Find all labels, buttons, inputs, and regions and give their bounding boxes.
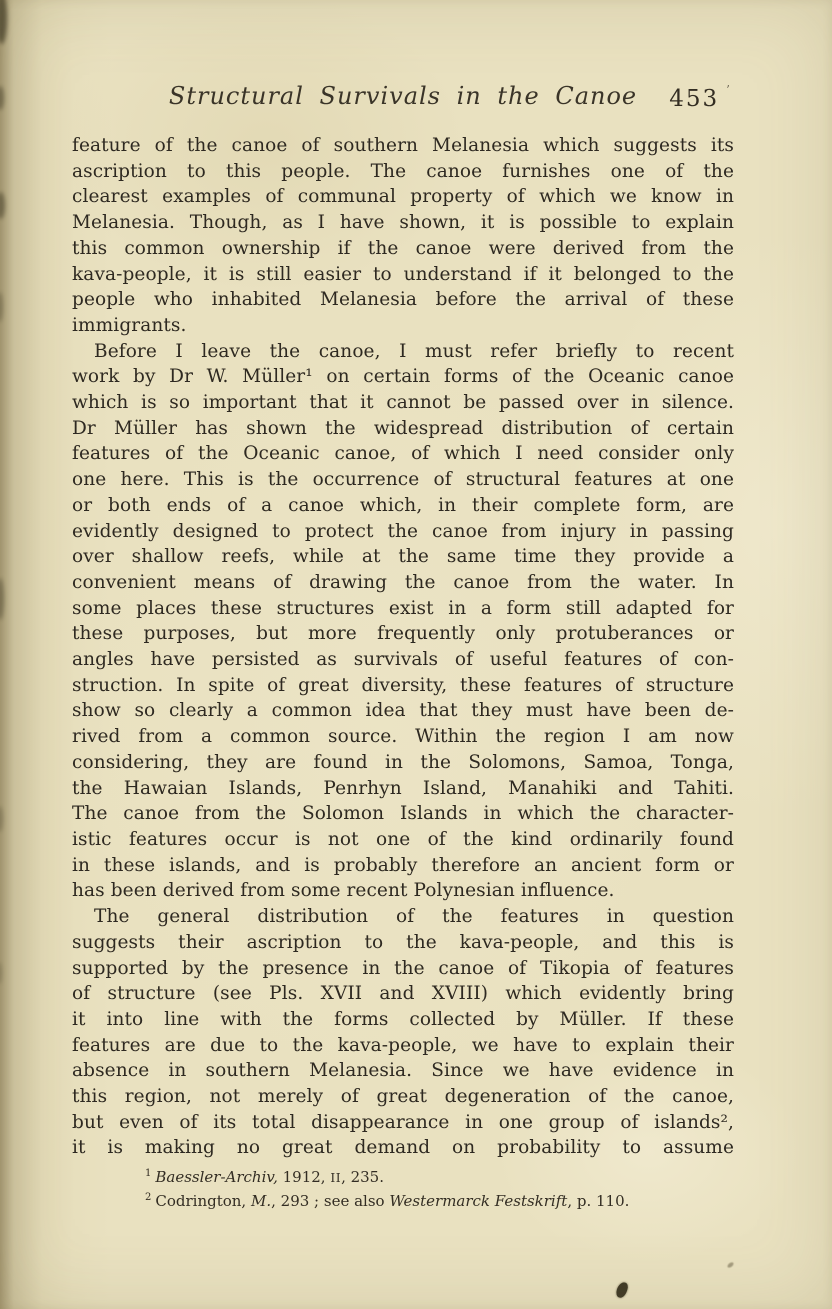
text-line: Dr Müller has shown the widespread distribution of certain <box>72 417 734 439</box>
footnote-segment: 1 <box>145 1168 152 1180</box>
text-line: it into line with the forms collected by Müller. If these <box>72 1008 734 1030</box>
footnote-segment: II <box>330 1171 342 1186</box>
text-line: this region, not merely of great degeneration of the canoe, <box>72 1086 734 1108</box>
text-line: evidently designed to protect the canoe from injury in passing <box>72 520 734 542</box>
page-number <box>669 83 732 112</box>
text-line: supported by the presence in the canoe of Tikopia of features <box>72 957 734 979</box>
text-line: The canoe from the Solomon Islands in which the character- <box>72 803 734 825</box>
text-line: absence in southern Melanesia. Since we have evidence in <box>72 1060 734 1082</box>
footnote <box>145 1166 734 1190</box>
scan-edge-smudge <box>0 806 3 832</box>
text-line: feature of the canoe of southern Melanesia which suggests its <box>72 135 734 156</box>
text-line: rived from a common source. Within the region I am now <box>72 726 734 748</box>
text-line: struction. In spite of great diversity, these features of structure <box>72 674 734 696</box>
text-line: features of the Oceanic canoe, of which I need consider only <box>72 443 734 465</box>
footnote <box>145 1190 734 1213</box>
text-line: it is making no great demand on probability to assume <box>72 1137 734 1159</box>
paragraph <box>72 133 734 339</box>
running-title: Structural Survivals in the Canoe <box>168 82 638 110</box>
text-line: work by Dr W. Müller¹ on certain forms of the Oceanic canoe <box>72 366 734 388</box>
text-line: suggests their ascription to the kava-people, and this is <box>72 931 734 953</box>
scan-edge-smudge <box>0 292 3 322</box>
ink-speck <box>727 1261 735 1268</box>
text-line: clearest examples of communal property of which we know in <box>72 186 734 208</box>
footnote-segment: , 235. <box>341 1168 384 1187</box>
footnote-segment: 1912, <box>277 1168 331 1187</box>
text-line: Before I leave the canoe, I must refer briefly to recent <box>94 340 734 362</box>
page-header <box>72 82 734 122</box>
text-line: one here. This is the occurrence of structural features at one <box>72 469 734 491</box>
text-line: over shallow reefs, while at the same time they provide a <box>72 546 734 568</box>
text-line: immigrants. <box>72 314 187 336</box>
text-line: these purposes, but more frequently only protuberances or <box>72 623 734 645</box>
page-number-value: 453 <box>669 86 720 112</box>
text-line: kava-people, it is still easier to understand if it belonged to the <box>72 263 734 285</box>
scan-edge-smudge <box>0 0 7 44</box>
text-line: this common ownership if the canoe were derived from the <box>72 237 734 259</box>
text-line: convenient means of drawing the canoe from the water. In <box>72 571 734 593</box>
text-line: in these islands, and is probably therefore an ancient form or <box>72 854 734 876</box>
footnote-segment: Baessler-Archiv, <box>155 1168 278 1187</box>
footnote-segment: 2 <box>145 1191 152 1203</box>
paragraph <box>72 339 734 904</box>
footnote-segment: Westermarck Festskrift <box>389 1191 568 1210</box>
ink-blot <box>615 1281 629 1299</box>
footnote-segment: M. <box>250 1191 272 1210</box>
text-line: some places these structures exist in a form still adapted for <box>72 597 734 619</box>
text-line: ascription to this people. The canoe furnishes one of the <box>72 160 734 182</box>
text-line: or both ends of a canoe which, in their complete form, are <box>72 494 734 516</box>
text-line: show so clearly a common idea that they must have been de- <box>72 700 734 722</box>
scan-edge-smudge <box>0 86 4 110</box>
stray-ink-mark: ’ <box>726 83 732 97</box>
text-line: angles have persisted as survivals of useful features of con- <box>72 649 734 671</box>
text-line: people who inhabited Melanesia before the arrival of these <box>72 289 734 311</box>
text-line: the Hawaian Islands, Penrhyn Island, Manahiki and Tahiti. <box>72 777 734 799</box>
text-line: but even of its total disappearance in one group of islands², <box>72 1111 734 1133</box>
scan-edge-smudge <box>0 578 4 620</box>
footnote-segment: , p. 110. <box>567 1191 630 1210</box>
text-line: istic features occur is not one of the kind ordinarily found <box>72 828 734 850</box>
footnotes <box>145 1166 734 1212</box>
paragraph <box>72 904 734 1161</box>
body-text <box>72 133 734 1161</box>
text-line: considering, they are found in the Solomons, Samoa, Tonga, <box>72 751 734 773</box>
text-line: features are due to the kava-people, we have to explain their <box>72 1034 734 1056</box>
footnote-segment: , 293 ; see also <box>271 1191 390 1210</box>
text-line: Melanesia. Though, as I have shown, it is possible to explain <box>72 212 734 234</box>
footnote-segment: Codrington, <box>155 1191 251 1210</box>
scan-edge-smudge <box>0 192 5 219</box>
scan-edge-smudge <box>0 962 2 984</box>
text-column <box>72 133 734 1212</box>
text-line: which is so important that it cannot be passed over in silence. <box>72 392 734 414</box>
text-line: The general distribution of the features in question <box>94 906 734 928</box>
text-line: of structure (see Pls. XVII and XVIII) which evidently bring <box>72 983 734 1005</box>
text-line: has been derived from some recent Polynesian influence. <box>72 880 615 902</box>
